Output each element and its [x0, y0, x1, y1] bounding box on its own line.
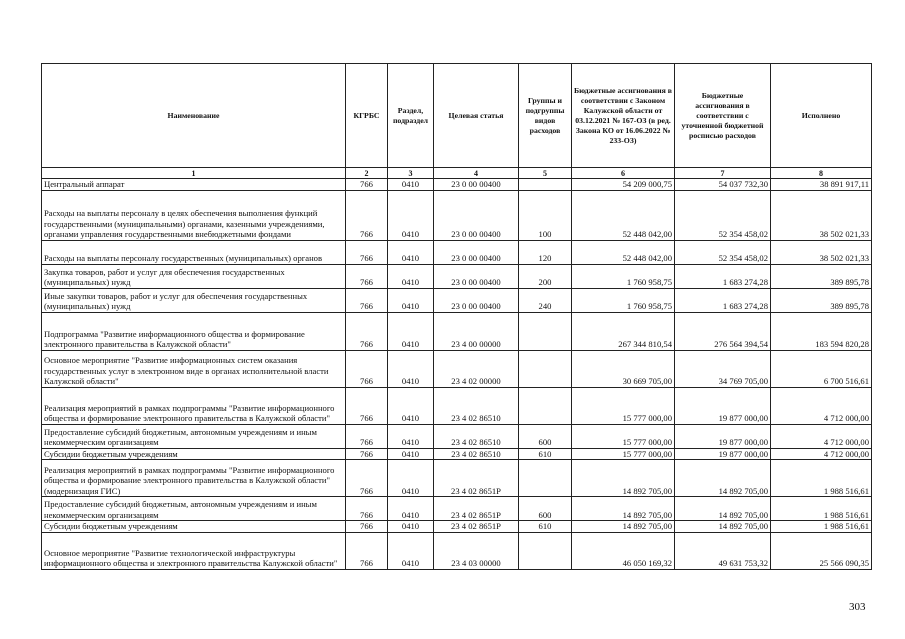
table-row [42, 240, 872, 264]
row-executed: 1 988 516,61 [771, 497, 872, 521]
row-group: 610 [519, 448, 572, 460]
table-row [42, 179, 872, 191]
row-target: 23 0 00 00400 [434, 190, 519, 240]
row-group: 600 [519, 497, 572, 521]
row-law: 14 892 705,00 [572, 460, 675, 497]
table-row [42, 532, 872, 569]
row-group [519, 312, 572, 350]
row-kgrbs: 766 [346, 460, 388, 497]
row-executed: 389 895,78 [771, 264, 872, 288]
row-target: 23 4 02 8651Р [434, 460, 519, 497]
row-law: 52 448 042,00 [572, 240, 675, 264]
row-executed: 4 712 000,00 [771, 448, 872, 460]
table-row [42, 521, 872, 533]
column-number-row [42, 168, 872, 179]
row-executed: 4 712 000,00 [771, 387, 872, 424]
row-kgrbs: 766 [346, 424, 388, 448]
row-name: Закупка товаров, работ и услуг для обеспечения государственных (муниципальных) нужд [42, 264, 346, 288]
column-number: 4 [434, 168, 519, 179]
column-number: 3 [388, 168, 434, 179]
row-section: 0410 [388, 190, 434, 240]
row-name: Расходы на выплаты персоналу в целях обеспечения выполнения функций государственными (муниципальными) органами, казенными учреждениями, органами управления государственными внебюджетными фондами [42, 190, 346, 240]
row-section: 0410 [388, 448, 434, 460]
row-law: 1 760 958,75 [572, 288, 675, 312]
row-name: Основное мероприятие "Развитие информационных систем оказания государственных услуг в электронном виде в органах исполнительной власти Калужской области" [42, 350, 346, 387]
row-law: 1 760 958,75 [572, 264, 675, 288]
table-row [42, 288, 872, 312]
row-refined: 14 892 705,00 [675, 521, 771, 533]
header-kgrbs: КГРБС [346, 64, 388, 168]
row-refined: 1 683 274,28 [675, 264, 771, 288]
row-section: 0410 [388, 387, 434, 424]
header-section: Раздел, подраздел [388, 64, 434, 168]
row-kgrbs: 766 [346, 190, 388, 240]
row-refined: 276 564 394,54 [675, 312, 771, 350]
row-law: 14 892 705,00 [572, 497, 675, 521]
row-law: 15 777 000,00 [572, 424, 675, 448]
table-row [42, 448, 872, 460]
header-row [42, 64, 872, 168]
header-groups: Группы и подгруппы видов расходов [519, 64, 572, 168]
row-refined: 14 892 705,00 [675, 497, 771, 521]
table-row [42, 264, 872, 288]
row-target: 23 0 00 00400 [434, 288, 519, 312]
page-number: 303 [849, 601, 866, 613]
row-name: Предоставление субсидий бюджетным, автономным учреждениям и иным некоммерческим организациям [42, 497, 346, 521]
row-executed: 4 712 000,00 [771, 424, 872, 448]
row-target: 23 4 02 86510 [434, 448, 519, 460]
row-kgrbs: 766 [346, 521, 388, 533]
row-refined: 52 354 458,02 [675, 240, 771, 264]
row-kgrbs: 766 [346, 497, 388, 521]
row-name: Субсидии бюджетным учреждениям [42, 448, 346, 460]
row-name: Реализация мероприятий в рамках подпрограммы "Развитие информационного общества и формирование электронного правительства в Калужской области" [42, 387, 346, 424]
column-number: 7 [675, 168, 771, 179]
row-name: Центральный аппарат [42, 179, 346, 191]
row-group: 200 [519, 264, 572, 288]
row-section: 0410 [388, 497, 434, 521]
row-section: 0410 [388, 532, 434, 569]
row-group [519, 460, 572, 497]
row-kgrbs: 766 [346, 288, 388, 312]
row-kgrbs: 766 [346, 312, 388, 350]
row-executed: 6 700 516,61 [771, 350, 872, 387]
row-group: 240 [519, 288, 572, 312]
row-group: 610 [519, 521, 572, 533]
row-kgrbs: 766 [346, 264, 388, 288]
budget-table [41, 63, 872, 570]
row-law: 30 669 705,00 [572, 350, 675, 387]
row-target: 23 0 00 00400 [434, 264, 519, 288]
row-group: 600 [519, 424, 572, 448]
row-refined: 34 769 705,00 [675, 350, 771, 387]
header-assign-law: Бюджетные ассигнования в соответствии с Законом Калужской области от 03.12.2021 № 167-ОЗ (в ред. Закона КО от 16.06.2022 № 233-ОЗ) [572, 64, 675, 168]
row-group [519, 387, 572, 424]
row-law: 267 344 810,54 [572, 312, 675, 350]
row-section: 0410 [388, 240, 434, 264]
row-section: 0410 [388, 424, 434, 448]
header-name: Наименование [42, 64, 346, 168]
row-executed: 389 895,78 [771, 288, 872, 312]
row-target: 23 4 02 00000 [434, 350, 519, 387]
row-refined: 19 877 000,00 [675, 448, 771, 460]
row-target: 23 4 00 00000 [434, 312, 519, 350]
row-law: 15 777 000,00 [572, 448, 675, 460]
row-section: 0410 [388, 312, 434, 350]
row-refined: 14 892 705,00 [675, 460, 771, 497]
row-refined: 52 354 458,02 [675, 190, 771, 240]
row-kgrbs: 766 [346, 387, 388, 424]
row-group: 120 [519, 240, 572, 264]
row-name: Основное мероприятие "Развитие технологической инфраструктуры информационного общества и электронного правительства Калужской области" [42, 532, 346, 569]
row-target: 23 4 02 86510 [434, 424, 519, 448]
row-name: Предоставление субсидий бюджетным, автономным учреждениям и иным некоммерческим организациям [42, 424, 346, 448]
row-target: 23 0 00 00400 [434, 179, 519, 191]
row-refined: 49 631 753,32 [675, 532, 771, 569]
row-executed: 25 566 090,35 [771, 532, 872, 569]
row-name: Расходы на выплаты персоналу государственных (муниципальных) органов [42, 240, 346, 264]
row-law: 15 777 000,00 [572, 387, 675, 424]
row-name: Субсидии бюджетным учреждениям [42, 521, 346, 533]
row-section: 0410 [388, 264, 434, 288]
row-section: 0410 [388, 179, 434, 191]
column-number: 5 [519, 168, 572, 179]
row-target: 23 4 02 86510 [434, 387, 519, 424]
row-section: 0410 [388, 350, 434, 387]
header-assign-refined: Бюджетные ассигнования в соответствии с уточненной бюджетной росписью расходов [675, 64, 771, 168]
row-executed: 1 988 516,61 [771, 521, 872, 533]
row-section: 0410 [388, 460, 434, 497]
row-group [519, 350, 572, 387]
row-kgrbs: 766 [346, 350, 388, 387]
row-target: 23 4 02 8651Р [434, 521, 519, 533]
row-group: 100 [519, 190, 572, 240]
table-row [42, 350, 872, 387]
row-executed: 38 891 917,11 [771, 179, 872, 191]
row-executed: 183 594 820,28 [771, 312, 872, 350]
row-name: Подпрограмма "Развитие информационного общества и формирование электронного правительства в Калужской области" [42, 312, 346, 350]
row-law: 14 892 705,00 [572, 521, 675, 533]
column-number: 6 [572, 168, 675, 179]
row-refined: 1 683 274,28 [675, 288, 771, 312]
row-refined: 19 877 000,00 [675, 387, 771, 424]
table-row [42, 312, 872, 350]
table-row [42, 497, 872, 521]
row-kgrbs: 766 [346, 532, 388, 569]
row-executed: 38 502 021,33 [771, 190, 872, 240]
column-number: 2 [346, 168, 388, 179]
row-kgrbs: 766 [346, 240, 388, 264]
row-executed: 38 502 021,33 [771, 240, 872, 264]
table-row [42, 190, 872, 240]
row-target: 23 4 03 00000 [434, 532, 519, 569]
row-law: 52 448 042,00 [572, 190, 675, 240]
header-target: Целевая статья [434, 64, 519, 168]
row-law: 46 050 169,32 [572, 532, 675, 569]
header-executed: Исполнено [771, 64, 872, 168]
row-target: 23 0 00 00400 [434, 240, 519, 264]
table-row [42, 424, 872, 448]
row-section: 0410 [388, 288, 434, 312]
row-name: Реализация мероприятий в рамках подпрограммы "Развитие информационного общества и формирование электронного правительства в Калужской области" (модернизация ГИС) [42, 460, 346, 497]
row-target: 23 4 02 8651Р [434, 497, 519, 521]
table-row [42, 387, 872, 424]
row-executed: 1 988 516,61 [771, 460, 872, 497]
row-refined: 54 037 732,30 [675, 179, 771, 191]
column-number: 8 [771, 168, 872, 179]
row-name: Иные закупки товаров, работ и услуг для обеспечения государственных (муниципальных) нужд [42, 288, 346, 312]
row-group [519, 179, 572, 191]
row-law: 54 209 000,75 [572, 179, 675, 191]
row-section: 0410 [388, 521, 434, 533]
table-row [42, 460, 872, 497]
row-kgrbs: 766 [346, 179, 388, 191]
column-number: 1 [42, 168, 346, 179]
row-refined: 19 877 000,00 [675, 424, 771, 448]
row-kgrbs: 766 [346, 448, 388, 460]
row-group [519, 532, 572, 569]
